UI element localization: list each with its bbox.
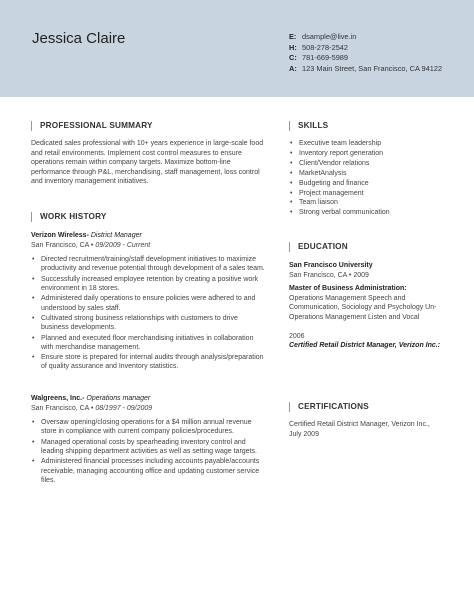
candidate-name: Jessica Claire [32,30,126,47]
education-heading: EDUCATION [289,242,348,252]
list-item: • Strong verbal communication [289,208,449,218]
contact-address [289,64,442,75]
meta-dash: • [88,241,96,249]
list-item: • Project management [289,189,449,199]
list-item: • Ensure store is prepared for internal audits through analysis/preparation of quality assurance and Inventory statistics. [31,353,266,371]
job-meta [31,404,266,414]
contact-home-phone [289,43,442,54]
meta-dash: • [346,271,354,279]
job-separator: - [86,232,91,239]
list-item: • Executive team leadership [289,139,449,149]
contact-value: dsample@live.in [302,32,357,41]
edu-school: San Francisco University [289,262,373,269]
contact-value: 781-669-5989 [302,53,349,63]
job-bullets [31,255,266,371]
summary-heading: PROFESSIONAL SUMMARY [31,121,153,131]
edu-degree: Master of Business Administration: [289,285,407,293]
contact-email [289,32,442,43]
contact-label: A: [289,63,297,73]
edu-cert-year: 2006 [289,332,305,340]
edu-location: San Francisco, CA [289,271,347,279]
certifications-text: Certified Retail District Manager, Verizon Inc., July 2009 [289,421,430,438]
contact-block [289,32,442,74]
job-company: Walgreens, Inc. [31,395,83,402]
job-role: District Manager [90,232,142,239]
job-separator: - [82,395,87,402]
job-role: Operations manager [86,395,151,402]
education-entry [289,261,449,351]
resume-header [0,0,474,97]
skills-list [289,139,449,218]
list-item: • Oversaw opening/closing operations for a $4 million annual revenue store in compliance with current company policies/procedures. [31,418,266,436]
list-item: • Administered financial processes including accounts payable/accounts receivable, managing accounting office and updating customer service files. [31,457,266,485]
summary-text: Dedicated sales professional with 10+ years experience in large-scale food and retail environments. Implement cost control measures to ensure operations remain within company targets. Maximize bottom-line performance through P&L, merchandising, staff management, loss control and inventory management initiatives. [31,140,264,186]
job-dates: 09/2009 - Current [95,241,151,249]
contact-label: E: [289,32,297,41]
job-location: San Francisco, CA [31,404,89,412]
contact-label: H: [289,42,297,52]
list-item: • Managed operational costs by spearheading inventory control and leading shipping department activities as well as setting wage targets. [31,438,266,456]
list-item: • MarketAnalysis [289,169,449,179]
list-item: • Planned and executed floor merchandising initiatives in collaboration with merchandise management. [31,334,266,352]
job-title [31,394,266,404]
job-entry [31,231,266,373]
contact-cell-phone [289,53,442,64]
edu-year: 2009 [353,271,369,279]
job-title [31,231,266,241]
contact-label: C: [289,53,297,63]
list-item: • Budgeting and finance [289,179,449,189]
list-item: • Inventory report generation [289,149,449,159]
contact-value: 123 Main Street, San Francisco, CA 94122 [302,63,443,73]
job-dates: 08/1997 - 09/2009 [95,404,153,412]
job-company: Verizon Wireless [31,232,87,239]
edu-details: Operations Management Speech and Communication, Sociology and Psychology Un-Operations Management Listen and Vocal [289,294,437,321]
list-item: • Successfully increased employee retention by creating a positive work environment in 18 stores. [31,275,266,293]
edu-meta [289,271,449,281]
list-item: • Administered daily operations to ensure policies were adhered to and understood by sales staff. [31,294,266,312]
contact-value: 508-278-2542 [302,42,349,52]
job-location: San Francisco, CA [31,241,89,249]
work-history-heading: WORK HISTORY [31,212,107,222]
list-item: • Team liaison [289,198,449,208]
list-item: • Client/Vendor relations [289,159,449,169]
edu-cert-name: Certified Retail District Manager, Verizon Inc.: [289,342,441,350]
job-meta [31,241,266,251]
job-bullets [31,418,266,485]
job-entry [31,394,266,486]
list-item: • Directed recruitment/training/staff development initiatives to maximize productivity and revenue potential through development of a sales team. [31,255,266,273]
certifications-heading: CERTIFICATIONS [289,402,369,412]
skills-heading: SKILLS [289,121,328,131]
list-item: • Cultivated strong business relationships with customers to drive business developments. [31,314,266,332]
meta-dash: • [88,404,96,412]
